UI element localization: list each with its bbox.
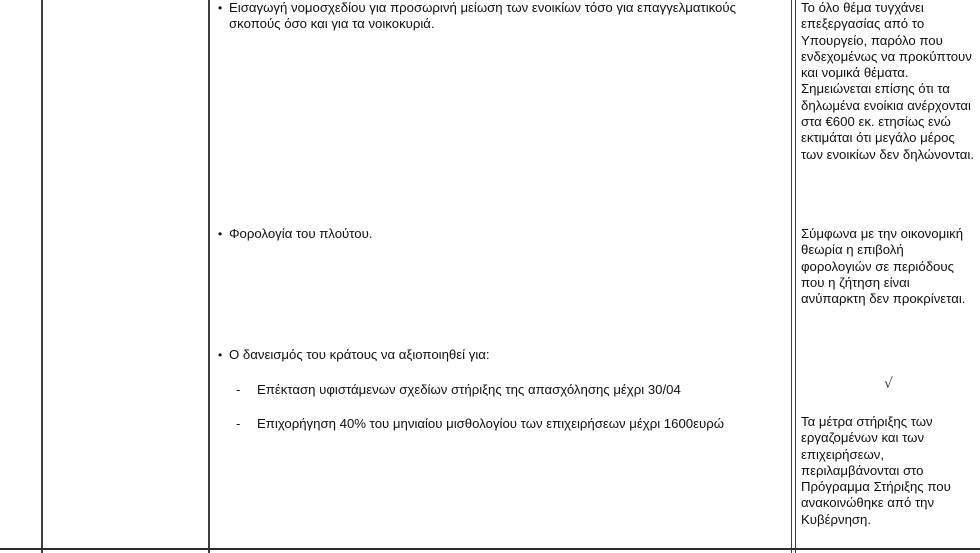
check-mark-icon: √ — [884, 376, 893, 392]
table-border-bottom — [0, 548, 980, 550]
row-3-subitem-1 — [236, 382, 776, 398]
table-row-1-item — [218, 0, 738, 33]
row-3-subitem-2-text: Επιχορήγηση 40% του μηνιαίου μισθολογίου των επιχειρήσεων μέχρι 1600ευρώ — [257, 416, 725, 431]
table-row-3-item — [218, 347, 738, 363]
bullet-icon: • — [218, 1, 223, 15]
table-border-middle — [208, 0, 210, 553]
row-1-text: Εισαγωγή νομοσχεδίου για προσωρινή μείωση των ενοικίων τόσο για επαγγελματικούς σκοπούς όσο και για τα νοικοκυριά. — [229, 0, 736, 32]
row-3-note: Τα μέτρα στήριξης των εργαζομένων και των επιχειρήσεων, περιλαμβάνονται στο Πρόγραμμα Στήριξης που ανακοινώθηκε από την Κυβέρνηση. — [801, 414, 951, 527]
dash-marker: - — [236, 382, 241, 397]
table-row-2-item — [218, 226, 738, 242]
row-3-text: Ο δανεισμός του κράτους να αξιοποιηθεί για: — [229, 347, 490, 362]
table-border-right-b — [795, 0, 796, 553]
bullet-icon: • — [218, 227, 223, 241]
row-3-subitem-2 — [236, 416, 736, 432]
table-border-left — [41, 0, 43, 553]
row-3-subitem-1-text: Επέκταση υφιστάμενων σχεδίων στήριξης της απασχόλησης μέχρι 30/04 — [257, 382, 681, 397]
bullet-icon: • — [218, 348, 223, 362]
row-2-note: Σύμφωνα με την οικονομική θεωρία η επιβολή φορολογιών σε περιόδους που η ζήτηση είναι ανύπαρκτη δεν προκρίνεται. — [801, 226, 966, 307]
table-border-right-a — [791, 0, 792, 553]
dash-marker: - — [236, 416, 241, 431]
row-2-text: Φορολογία του πλούτου. — [229, 226, 373, 241]
row-1-note: Το όλο θέμα τυγχάνει επεξεργασίας από το Υπουργείο, παρόλο που ενδεχομένως να προκύπτουν και νομικά θέματα. Σημειώνεται επίσης ότι τα δηλωμένα ενοίκια ανέρχονται στα €600 εκ. ετησίως ενώ εκτιμάται ότι μεγάλο μέρος των ενοικίων δεν δηλώνονται. — [801, 0, 974, 162]
